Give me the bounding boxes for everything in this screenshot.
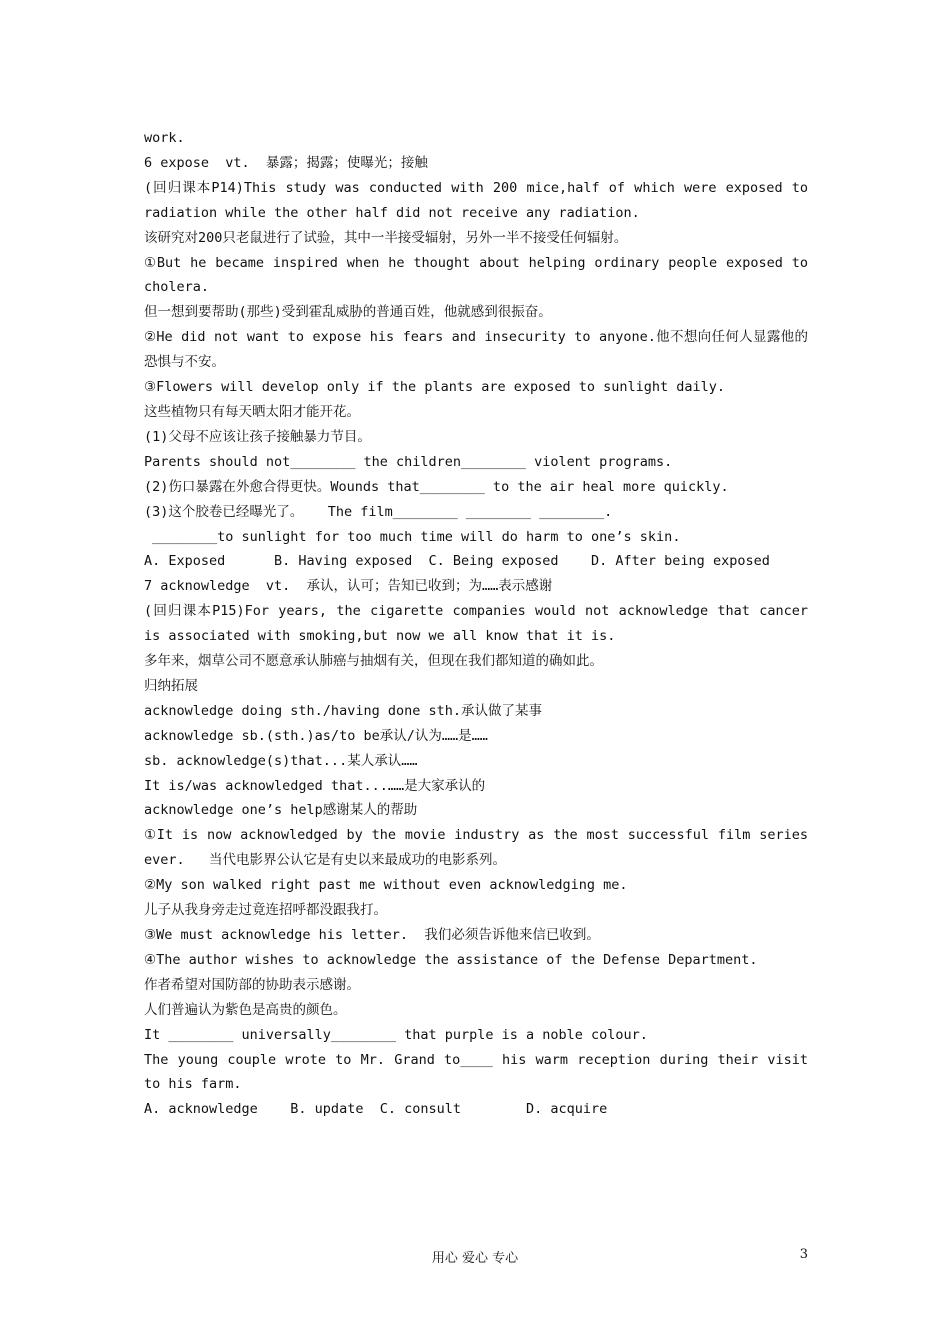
textbook-example-expose: (回归课本P14)This study was conducted with 200 mice,half of which were exposed to radiation while the other half did not receive any radiation. — [144, 179, 817, 221]
text-line-continuation: work. — [144, 130, 185, 146]
usage-pattern: It is/was acknowledged that...……是大家承认的 — [144, 777, 486, 794]
translation-line: 这些植物只有每天晒太阳才能开花。 — [144, 403, 360, 420]
exercise-blank-1: Parents should not________ the children________ violent programs. — [144, 453, 673, 470]
translation-line: 多年来，烟草公司不愿意承认肺癌与抽烟有关，但现在我们都知道的确如此。 — [144, 653, 603, 670]
exercise-prompt-1: (1)父母不应该让孩子接触暴力节目。 — [144, 428, 371, 445]
example-sentence-3: ③Flowers will develop only if the plants are exposed to sunlight daily. — [144, 379, 726, 396]
vocab-heading-acknowledge: 7 acknowledge vt. 承认，认可；告知已收到；为……表示感谢 — [144, 578, 553, 595]
translation-line: 作者希望对国防部的协助表示感谢。 — [144, 976, 360, 993]
exercise-prompt: 人们普遍认为紫色是高贵的颜色。 — [144, 1001, 347, 1018]
exercise-question: ________to sunlight for too much time will do harm to one’s skin. — [144, 528, 681, 545]
usage-pattern: sb. acknowledge(s)that...某人承认…… — [144, 752, 418, 769]
usage-pattern: acknowledge doing sth./having done sth.承认做了某事 — [144, 702, 542, 719]
usage-pattern: acknowledge sb.(sth.)as/to be承认/认为……是…… — [144, 727, 488, 744]
example-sentence-3: ③We must acknowledge his letter. 我们必须告诉他来信已收到。 — [144, 927, 600, 943]
footer-slogan: 用心 爱心 专心 — [431, 1251, 519, 1266]
exercise-prompt-3: (3)这个胶卷已经曝光了。 The film________ ________ ________. — [144, 503, 613, 520]
example-sentence-4: ④The author wishes to acknowledge the assistance of the Defense Department. — [144, 951, 758, 968]
exercise-blank: It ________ universally________ that purple is a noble colour. — [144, 1026, 648, 1043]
translation-line: 儿子从我身旁走过竟连招呼都没跟我打。 — [144, 902, 387, 919]
example-sentence-1: ①It is now acknowledged by the movie industry as the most successful film series ever. 当代电影界公认它是有史以来最成功的电影系列。 — [144, 827, 817, 869]
document-body — [144, 126, 817, 1122]
example-sentence-1: ①But he became inspired when he thought about helping ordinary people exposed to cholera. — [144, 254, 817, 296]
section-heading-summary: 归纳拓展 — [144, 677, 198, 694]
vocab-heading-expose: 6 expose vt. 暴露；揭露；使曝光；接触 — [144, 154, 428, 171]
example-sentence-2: ②My son walked right past me without even acknowledging me. — [144, 877, 628, 894]
example-sentence-2: ②He did not want to expose his fears and insecurity to anyone.他不想向任何人显露他的恐惧与不安。 — [144, 329, 808, 371]
exercise-options: A. Exposed B. Having exposed C. Being exposed D. After being exposed — [144, 553, 770, 570]
translation-line: 该研究对200只老鼠进行了试验，其中一半接受辐射，另外一半不接受任何辐射。 — [144, 229, 628, 246]
exercise-options: A. acknowledge B. update C. consult D. acquire — [144, 1101, 608, 1118]
exercise-prompt-2: (2)伤口暴露在外愈合得更快。Wounds that________ to the air heal more quickly. — [144, 478, 729, 495]
page-number: 3 — [799, 1247, 808, 1262]
exercise-question: The young couple wrote to Mr. Grand to____ his warm reception during their visit to his farm. — [144, 1051, 817, 1093]
textbook-example-acknowledge: (回归课本P15)For years, the cigarette companies would not acknowledge that cancer is associated with smoking,but now we all know that it is. — [144, 603, 817, 645]
translation-line: 但一想到要帮助(那些)受到霍乱威胁的普通百姓，他就感到很振奋。 — [144, 304, 552, 321]
usage-pattern: acknowledge one’s help感谢某人的帮助 — [144, 802, 418, 819]
